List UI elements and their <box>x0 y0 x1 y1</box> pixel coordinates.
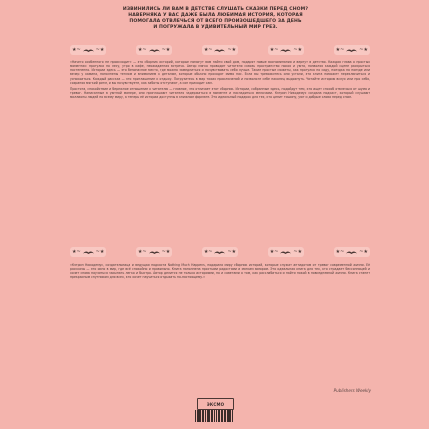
star-icon: ★~ <box>335 248 345 255</box>
reviewer-badge <box>70 45 106 55</box>
star-icon: ~★ <box>293 248 303 255</box>
description-text: «Ничего особенного не происходит» — это сборник историй, которые помогут вам найти свой дом, подарят новые воспоминания и вернут в детство. Каждая глава о простых моментах: прогулка по лесу, утро в кафе, неожиданная встреча. Автор мягко проводит читателя сквозь пространство покоя и уюта, позволяя каждой сцене раскрыться постепенно. Истории здесь — это безопасное место, где можно замедлиться и почувствовать себя лучше. Такие простые сюжеты, как прогулка по саду, поездка на поезде или вечер у камина, наполнены теплом и вниманием к деталям, которые обычно проходят мимо нас. Если вы тревожитесь или устали, эта книга поможет переключиться и успокоиться. Каждый рассказ — это приглашение к отдыху. Погрузитесь в мир тихих приключений и позвольте себе наконец выдохнуть. Читайте историю вслух или про себя, сохраняя мягкий ритм, и вы почувствуете, как заботы отступают, а сон приходит сам. <box>70 60 370 85</box>
star-icon: ~★ <box>293 46 303 53</box>
description-text: Простота, спокойствие и бережное отношение к читателю — главное, что отличает этот сборник. Истории, собранные здесь, подойдут тем, кто ищет способ отвлечься от шума и тревог. Написанные в уютной манере, они приглашают читателя задержаться в моменте и насладиться мелочами. Кэтрин Никодемус создала подкаст, который слушают миллионы людей по всему миру, а теперь её истории доступны в книжном формате. Это идеальный подарок для тех, кто ценит тишину, уют и добрые слова перед сном. <box>70 87 370 100</box>
bird-icon <box>279 47 292 54</box>
barcode-bar <box>232 410 233 422</box>
bird-icon <box>148 47 161 54</box>
barcode-bar <box>207 410 209 422</box>
intro-heading <box>68 7 363 31</box>
bird-icon <box>148 249 161 256</box>
reviewer-badge <box>136 247 172 257</box>
star-icon: ~★ <box>359 46 368 53</box>
star-icon: ★~ <box>269 46 279 53</box>
star-icon: ~★ <box>161 46 171 53</box>
star-icon: ★~ <box>72 46 81 53</box>
reviewer-badge <box>202 247 238 257</box>
star-icon: ~★ <box>95 46 105 53</box>
barcode-bar <box>228 410 230 422</box>
star-icon: ~★ <box>95 248 105 255</box>
description-paragraph-1 <box>70 60 370 102</box>
barcode <box>195 410 234 422</box>
rating-row-1 <box>70 44 370 56</box>
star-icon: ★~ <box>72 248 81 255</box>
star-icon: ~★ <box>227 46 237 53</box>
reviewer-badge <box>202 45 238 55</box>
reviewer-badge <box>268 247 304 257</box>
barcode-bar <box>221 410 223 422</box>
reviewer-badge <box>136 45 172 55</box>
star-icon: ★~ <box>203 46 213 53</box>
intro-line: И ПОГРУЖАЛА В УДИВИТЕЛЬНЫЙ МИР ГРЕЗ. <box>153 24 278 30</box>
review-text: «Кэтрин Никодемус, создательница и ведущая подкаста Nothing Much Happens, подарила миру сборник историй, которые служат антидотом от тревог современной жизни. Её рассказы — это окно в мир, где всё спокойно и правильно. Книга наполнена простыми радостями и мягким юмором. Это идеальная книга для тех, кто страдает бессонницей и хочет снова научиться засыпать легко и быстро. Автор делится не только историями, но и советами о том, как расслабиться и найти покой в повседневной жизни. Книга станет прекрасным спутником для всех, кто хочет научиться отдыхать по-настоящему.» <box>70 263 370 280</box>
barcode-bar <box>198 410 200 422</box>
star-icon: ★~ <box>137 248 147 255</box>
bird-icon <box>82 249 95 256</box>
intro-line: НАВЕРНЯКА У ВАС ДАЖЕ БЫЛА ЛЮБИМАЯ ИСТОРИЯ, КОТОРАЯ <box>128 12 303 18</box>
bird-icon <box>213 249 226 256</box>
rating-row-2 <box>70 246 370 258</box>
intro-line: ИЗВИНИЛИСЬ ЛИ ВАМ В ДЕТСТВЕ СЛУШАТЬ СКАЗКИ ПЕРЕД СНОМ? <box>122 7 309 12</box>
reviewer-badge <box>70 247 106 257</box>
review-quote <box>70 263 370 282</box>
star-icon: ★~ <box>269 248 279 255</box>
bird-icon <box>213 47 226 54</box>
bird-icon <box>279 249 292 256</box>
bird-icon <box>345 47 358 54</box>
star-icon: ~★ <box>227 248 237 255</box>
star-icon: ★~ <box>137 46 147 53</box>
bird-icon <box>82 47 95 54</box>
reviewer-badge <box>334 247 370 257</box>
reviewer-badge <box>334 45 370 55</box>
star-icon: ~★ <box>161 248 171 255</box>
barcode-bar <box>214 410 216 422</box>
bird-icon <box>345 249 358 256</box>
star-icon: ★~ <box>203 248 213 255</box>
review-credit: Publishers Weekly <box>333 388 371 393</box>
intro-line: ПОМОГАЛА ОТВЛЕЧЬСЯ ОТ ВСЕГО ПРОИЗОШЕДШЕГО ЗА ДЕНЬ <box>129 18 302 24</box>
star-icon: ★~ <box>335 46 345 53</box>
publisher-name: ЭКСМО <box>206 401 225 407</box>
publisher-logo <box>197 398 234 410</box>
star-icon: ~★ <box>359 248 368 255</box>
reviewer-badge <box>268 45 304 55</box>
